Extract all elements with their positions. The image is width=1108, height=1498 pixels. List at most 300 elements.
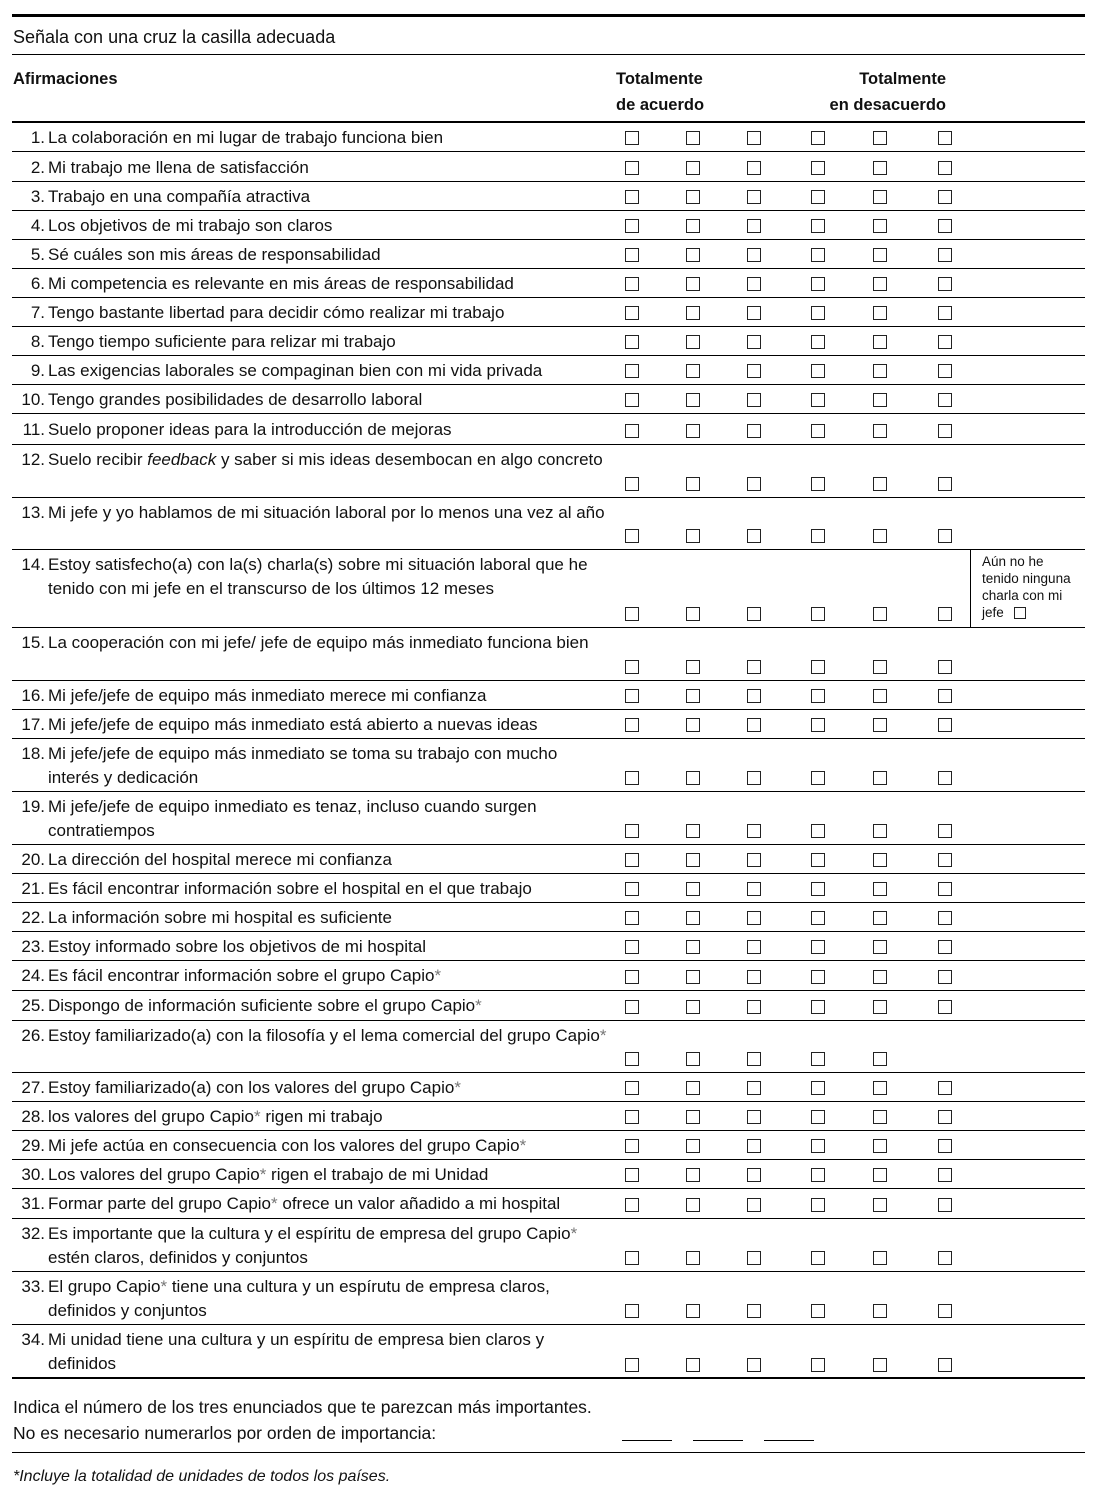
rating-checkbox-4[interactable]: [811, 1304, 825, 1318]
item-statement: [48, 1192, 608, 1216]
statement-text: La información sobre mi hospital es suficiente: [48, 908, 392, 927]
rating-checkbox-6[interactable]: [938, 335, 952, 349]
rating-checkbox-2[interactable]: [686, 940, 700, 954]
rating-checkbox-3[interactable]: [747, 1052, 761, 1066]
table-row: [12, 385, 1085, 414]
statements-header: Afirmaciones: [13, 70, 118, 88]
rating-checkbox-6[interactable]: [938, 131, 952, 145]
table-row: [12, 681, 1085, 710]
rating-checkbox-4[interactable]: [811, 364, 825, 378]
rating-checkbox-6[interactable]: [938, 393, 952, 407]
rating-checkbox-5[interactable]: [873, 477, 887, 491]
item-number: 11.: [22, 420, 45, 439]
rating-checkbox-5[interactable]: [873, 1110, 887, 1124]
statement-text: Estoy familiarizado(a) con la filosofía y el lema comercial del grupo Capio: [48, 1026, 600, 1045]
rating-checkbox-3[interactable]: [747, 882, 761, 896]
rating-checkbox-2[interactable]: [686, 607, 700, 621]
item-statement: [48, 501, 608, 525]
item-statement: [48, 795, 608, 843]
rating-checkbox-3[interactable]: [747, 219, 761, 233]
statement-text: Mi unidad tiene una cultura y un espíritu de empresa bien claros y definidos: [48, 1330, 545, 1373]
rating-checkbox-1[interactable]: [625, 477, 639, 491]
rating-checkbox-6[interactable]: [938, 1110, 952, 1124]
rating-checkbox-6[interactable]: [938, 1168, 952, 1182]
rating-checkbox-5[interactable]: [873, 219, 887, 233]
rating-checkbox-6[interactable]: [938, 882, 952, 896]
statement-text: Dispongo de información suficiente sobre el grupo Capio: [48, 996, 476, 1015]
rating-checkbox-2[interactable]: [686, 1304, 700, 1318]
rating-checkbox-3[interactable]: [747, 1168, 761, 1182]
statement-text-italic: feedback: [147, 450, 217, 469]
item-statement: [48, 126, 608, 150]
rating-checkbox-1[interactable]: [625, 970, 639, 984]
statement-text: Es fácil encontrar información sobre el hospital en el que trabajo: [48, 879, 532, 898]
item-number: 14.: [21, 555, 45, 574]
rating-checkbox-4[interactable]: [811, 1110, 825, 1124]
table-row: [12, 269, 1085, 298]
rating-checkbox-4[interactable]: [811, 660, 825, 674]
rating-checkbox-5[interactable]: [873, 771, 887, 785]
rating-checkbox-3[interactable]: [747, 477, 761, 491]
rating-checkbox-2[interactable]: [686, 1052, 700, 1066]
rating-checkbox-3[interactable]: [747, 1358, 761, 1372]
rating-checkbox-4[interactable]: [811, 1081, 825, 1095]
rating-checkbox-4[interactable]: [811, 219, 825, 233]
rating-checkbox-5[interactable]: [873, 911, 887, 925]
rating-checkbox-5[interactable]: [873, 882, 887, 896]
item-statement: [48, 964, 608, 988]
table-row: [12, 1102, 1085, 1131]
rating-checkbox-6[interactable]: [938, 161, 952, 175]
rating-checkbox-4[interactable]: [811, 306, 825, 320]
rating-checkbox-3[interactable]: [747, 248, 761, 262]
rating-checkbox-4[interactable]: [811, 335, 825, 349]
item-statement: [48, 1163, 608, 1187]
rating-checkbox-2[interactable]: [686, 882, 700, 896]
rating-checkbox-4[interactable]: [811, 911, 825, 925]
rating-checkbox-2[interactable]: [686, 1168, 700, 1182]
header-rule: [12, 54, 1085, 55]
rating-checkbox-1[interactable]: [625, 1304, 639, 1318]
item-statement: [48, 1105, 608, 1129]
item-statement: [48, 713, 608, 737]
rating-checkbox-5[interactable]: [873, 306, 887, 320]
item-statement: [48, 1275, 608, 1323]
rating-checkbox-5[interactable]: [873, 1081, 887, 1095]
rating-checkbox-4[interactable]: [811, 1358, 825, 1372]
rating-checkbox-5[interactable]: [873, 424, 887, 438]
rating-checkbox-6[interactable]: [938, 1198, 952, 1212]
rating-checkbox-6[interactable]: [938, 1000, 952, 1014]
rating-checkbox-6[interactable]: [938, 306, 952, 320]
rating-checkbox-2[interactable]: [686, 364, 700, 378]
rating-checkbox-5[interactable]: [873, 660, 887, 674]
rating-checkbox-5[interactable]: [873, 940, 887, 954]
rating-checkbox-4[interactable]: [811, 529, 825, 543]
rating-checkbox-5[interactable]: [873, 1139, 887, 1153]
rating-checkbox-1[interactable]: [625, 882, 639, 896]
rating-checkbox-5[interactable]: [873, 970, 887, 984]
item-statement: [48, 1134, 608, 1158]
rating-checkbox-2[interactable]: [686, 393, 700, 407]
rating-checkbox-1[interactable]: [625, 1110, 639, 1124]
rating-checkbox-6[interactable]: [938, 940, 952, 954]
item-number: 13.: [21, 503, 45, 522]
rating-checkbox-6[interactable]: [938, 607, 952, 621]
statement-text: Tengo grandes posibilidades de desarrollo laboral: [48, 390, 423, 409]
item-number: 5.: [30, 245, 45, 264]
rating-checkbox-2[interactable]: [686, 853, 700, 867]
rating-checkbox-5[interactable]: [873, 1304, 887, 1318]
item-statement: [48, 214, 608, 238]
rating-checkbox-6[interactable]: [938, 1081, 952, 1095]
rating-checkbox-3[interactable]: [747, 1000, 761, 1014]
rating-checkbox-2[interactable]: [686, 219, 700, 233]
rating-checkbox-5[interactable]: [873, 364, 887, 378]
rating-checkbox-1[interactable]: [625, 364, 639, 378]
answer-blank-3[interactable]: [764, 1440, 814, 1441]
table-row: [12, 1219, 1085, 1272]
rating-checkbox-6[interactable]: [938, 1304, 952, 1318]
statement-text: Mi jefe/jefe de equipo más inmediato merece mi confianza: [48, 686, 487, 705]
rating-checkbox-2[interactable]: [686, 424, 700, 438]
rating-checkbox-3[interactable]: [747, 277, 761, 291]
rating-checkbox-1[interactable]: [625, 1052, 639, 1066]
item-number: 20.: [21, 850, 45, 869]
rating-checkbox-6[interactable]: [938, 771, 952, 785]
statement-text: Los objetivos de mi trabajo son claros: [48, 216, 333, 235]
rating-checkbox-1[interactable]: [625, 219, 639, 233]
rating-checkbox-6[interactable]: [938, 424, 952, 438]
rating-checkbox-1[interactable]: [625, 335, 639, 349]
statement-text: Estoy informado sobre los objetivos de mi hospital: [48, 937, 426, 956]
rating-checkbox-5[interactable]: [873, 1251, 887, 1265]
item-number: 10.: [21, 390, 45, 409]
table-row: [12, 628, 1085, 681]
rating-checkbox-4[interactable]: [811, 718, 825, 732]
rating-checkbox-1[interactable]: [625, 1251, 639, 1265]
item-number: 6.: [30, 274, 45, 293]
rating-checkbox-5[interactable]: [873, 1000, 887, 1014]
rating-checkbox-4[interactable]: [811, 1139, 825, 1153]
rating-checkbox-3[interactable]: [747, 853, 761, 867]
table-row: [12, 356, 1085, 385]
rating-checkbox-3[interactable]: [747, 1139, 761, 1153]
rating-checkbox-4[interactable]: [811, 131, 825, 145]
item-statement: [48, 848, 608, 872]
rating-checkbox-3[interactable]: [747, 131, 761, 145]
rating-checkbox-3[interactable]: [747, 1198, 761, 1212]
rating-checkbox-3[interactable]: [747, 970, 761, 984]
rating-checkbox-3[interactable]: [747, 660, 761, 674]
statement-text-after: estén claros, definidos y conjuntos: [48, 1248, 308, 1267]
rating-checkbox-2[interactable]: [686, 771, 700, 785]
rating-checkbox-2[interactable]: [686, 911, 700, 925]
rating-checkbox-2[interactable]: [686, 1198, 700, 1212]
rating-checkbox-5[interactable]: [873, 718, 887, 732]
rating-checkbox-5[interactable]: [873, 607, 887, 621]
rating-checkbox-3[interactable]: [747, 940, 761, 954]
rating-checkbox-3[interactable]: [747, 161, 761, 175]
answer-blank-1[interactable]: [622, 1440, 672, 1441]
item-number: 30.: [21, 1165, 45, 1184]
rating-checkbox-2[interactable]: [686, 477, 700, 491]
statement-text-before: Los valores del grupo Capio: [48, 1165, 260, 1184]
rating-checkbox-5[interactable]: [873, 824, 887, 838]
rating-checkbox-4[interactable]: [811, 477, 825, 491]
rating-checkbox-4[interactable]: [811, 607, 825, 621]
rating-checkbox-5[interactable]: [873, 161, 887, 175]
item-statement: [48, 877, 608, 901]
item-statement: [48, 906, 608, 930]
rating-checkbox-1[interactable]: [625, 131, 639, 145]
item-statement: [48, 448, 608, 472]
rating-checkbox-1[interactable]: [625, 1358, 639, 1372]
table-row: [12, 991, 1085, 1021]
rating-checkbox-3[interactable]: [747, 393, 761, 407]
rating-checkbox-4[interactable]: [811, 1168, 825, 1182]
rating-checkbox-3[interactable]: [747, 911, 761, 925]
statement-text: Trabajo en una compañía atractiva: [48, 187, 311, 206]
rating-checkbox-6[interactable]: [938, 911, 952, 925]
rating-checkbox-4[interactable]: [811, 424, 825, 438]
table-row: [12, 211, 1085, 240]
rating-checkbox-4[interactable]: [811, 1052, 825, 1066]
rating-checkbox-3[interactable]: [747, 1251, 761, 1265]
rating-checkbox-3[interactable]: [747, 1081, 761, 1095]
rating-checkbox-1[interactable]: [625, 660, 639, 674]
statement-text-after: rigen el trabajo de mi Unidad: [266, 1165, 489, 1184]
rating-checkbox-2[interactable]: [686, 660, 700, 674]
statement-text: Mi jefe/jefe de equipo más inmediato se toma su trabajo con mucho interés y dedicación: [48, 744, 558, 787]
rating-checkbox-4[interactable]: [811, 940, 825, 954]
rating-checkbox-4[interactable]: [811, 824, 825, 838]
rating-checkbox-4[interactable]: [811, 190, 825, 204]
item-statement: [48, 359, 608, 383]
rating-checkbox-1[interactable]: [625, 689, 639, 703]
rating-checkbox-1[interactable]: [625, 529, 639, 543]
rating-checkbox-3[interactable]: [747, 335, 761, 349]
rating-checkbox-1[interactable]: [625, 771, 639, 785]
item-statement: [48, 418, 608, 442]
item-statement: [48, 742, 608, 790]
item-statement: [48, 631, 608, 655]
rating-checkbox-4[interactable]: [811, 161, 825, 175]
rating-checkbox-1[interactable]: [625, 1139, 639, 1153]
table-row: [12, 961, 1085, 991]
statement-text: La dirección del hospital merece mi confianza: [48, 850, 392, 869]
rating-checkbox-1[interactable]: [625, 393, 639, 407]
rating-checkbox-4[interactable]: [811, 248, 825, 262]
rating-checkbox-4[interactable]: [811, 1198, 825, 1212]
rating-checkbox-6[interactable]: [938, 689, 952, 703]
rating-checkbox-6[interactable]: [938, 364, 952, 378]
rating-checkbox-3[interactable]: [747, 689, 761, 703]
rating-checkbox-6[interactable]: [938, 853, 952, 867]
rating-checkbox-4[interactable]: [811, 393, 825, 407]
item-number: 22.: [21, 908, 45, 927]
rating-checkbox-2[interactable]: [686, 190, 700, 204]
rating-checkbox-4[interactable]: [811, 970, 825, 984]
rating-checkbox-2[interactable]: [686, 529, 700, 543]
rating-checkbox-5[interactable]: [873, 853, 887, 867]
rating-checkbox-1[interactable]: [625, 161, 639, 175]
rating-checkbox-2[interactable]: [686, 824, 700, 838]
rating-checkbox-6[interactable]: [938, 1251, 952, 1265]
table-row: [12, 845, 1085, 874]
item-number: 7.: [30, 303, 45, 322]
table-row: [12, 903, 1085, 932]
rating-checkbox-6[interactable]: [938, 718, 952, 732]
rating-checkbox-2[interactable]: [686, 689, 700, 703]
statement-text-after: tiene una cultura y un espírutu de empresa claros, definidos y conjuntos: [48, 1277, 550, 1320]
rating-checkbox-2[interactable]: [686, 335, 700, 349]
scale-right-label: [824, 66, 946, 118]
item-number: 12.: [21, 450, 45, 469]
rating-checkbox-2[interactable]: [686, 1251, 700, 1265]
rating-checkbox-6[interactable]: [938, 1139, 952, 1153]
rating-checkbox-3[interactable]: [747, 1304, 761, 1318]
rating-checkbox-6[interactable]: [938, 248, 952, 262]
rating-checkbox-6[interactable]: [938, 477, 952, 491]
table-row: [12, 1131, 1085, 1160]
rating-checkbox-5[interactable]: [873, 335, 887, 349]
asterisk-mark: *: [160, 1277, 168, 1296]
rating-checkbox-1[interactable]: [625, 824, 639, 838]
item-number: 28.: [21, 1107, 45, 1126]
rating-checkbox-4[interactable]: [811, 771, 825, 785]
rating-checkbox-1[interactable]: [625, 911, 639, 925]
rating-checkbox-3[interactable]: [747, 824, 761, 838]
rating-checkbox-6[interactable]: [938, 190, 952, 204]
rating-checkbox-5[interactable]: [873, 393, 887, 407]
rating-checkbox-2[interactable]: [686, 1358, 700, 1372]
rating-checkbox-6[interactable]: [938, 277, 952, 291]
rating-checkbox-3[interactable]: [747, 424, 761, 438]
rating-checkbox-1[interactable]: [625, 190, 639, 204]
scale-left-line2: de acuerdo: [616, 96, 705, 114]
rating-checkbox-1[interactable]: [625, 1000, 639, 1014]
item-statement: [48, 388, 608, 412]
rating-checkbox-6[interactable]: [938, 1358, 952, 1372]
answer-blank-2[interactable]: [693, 1440, 743, 1441]
table-row: [12, 415, 1085, 445]
rating-checkbox-6[interactable]: [938, 529, 952, 543]
rating-checkbox-2[interactable]: [686, 248, 700, 262]
top-rule: [12, 14, 1085, 17]
item-statement: [48, 156, 608, 180]
rating-checkbox-6[interactable]: [938, 660, 952, 674]
rating-checkbox-3[interactable]: [747, 190, 761, 204]
rating-checkbox-1[interactable]: [625, 248, 639, 262]
rating-checkbox-1[interactable]: [625, 718, 639, 732]
asterisk-mark: *: [599, 1026, 607, 1045]
rating-checkbox-2[interactable]: [686, 718, 700, 732]
rating-checkbox-2[interactable]: [686, 1000, 700, 1014]
rating-checkbox-3[interactable]: [747, 529, 761, 543]
asterisk-mark: *: [271, 1194, 278, 1213]
rating-checkbox-5[interactable]: [873, 529, 887, 543]
rating-checkbox-6[interactable]: [938, 219, 952, 233]
asterisk-mark: *: [475, 996, 482, 1015]
rating-checkbox-5[interactable]: [873, 1168, 887, 1182]
rating-checkbox-4[interactable]: [811, 882, 825, 896]
rating-checkbox-1[interactable]: [625, 306, 639, 320]
rating-checkbox-2[interactable]: [686, 306, 700, 320]
item-number: 27.: [21, 1078, 45, 1097]
rating-checkbox-6[interactable]: [938, 824, 952, 838]
asterisk-mark: *: [259, 1165, 267, 1184]
rating-checkbox-2[interactable]: [686, 1081, 700, 1095]
table-row: [12, 792, 1085, 845]
rating-checkbox-3[interactable]: [747, 364, 761, 378]
rating-checkbox-1[interactable]: [625, 1081, 639, 1095]
rating-checkbox-1[interactable]: [625, 1168, 639, 1182]
rating-checkbox-4[interactable]: [811, 853, 825, 867]
rating-checkbox-4[interactable]: [811, 1000, 825, 1014]
rating-checkbox-4[interactable]: [811, 689, 825, 703]
rating-checkbox-3[interactable]: [747, 718, 761, 732]
rating-checkbox-3[interactable]: [747, 306, 761, 320]
statement-text: Tengo bastante libertad para decidir cómo realizar mi trabajo: [48, 303, 505, 322]
scale-right-line2: en desacuerdo: [829, 96, 946, 114]
rating-checkbox-5[interactable]: [873, 1052, 887, 1066]
statement-text: Sé cuáles son mis áreas de responsabilidad: [48, 245, 381, 264]
rating-checkbox-6[interactable]: [938, 970, 952, 984]
rating-checkbox-5[interactable]: [873, 190, 887, 204]
rating-checkbox-1[interactable]: [625, 853, 639, 867]
table-row: [12, 1021, 1085, 1073]
rating-checkbox-1[interactable]: [625, 1198, 639, 1212]
rating-checkbox-4[interactable]: [811, 277, 825, 291]
item-number: 33.: [21, 1277, 45, 1296]
statement-text: Suelo proponer ideas para la introducción de mejoras: [48, 420, 452, 439]
rating-checkbox-3[interactable]: [747, 1110, 761, 1124]
item-number: 18.: [21, 744, 45, 763]
item-number: 23.: [21, 937, 45, 956]
rating-checkbox-5[interactable]: [873, 131, 887, 145]
rating-checkbox-1[interactable]: [625, 424, 639, 438]
scale-right-line1: Totalmente: [859, 70, 946, 88]
rating-checkbox-1[interactable]: [625, 940, 639, 954]
rating-checkbox-2[interactable]: [686, 1110, 700, 1124]
rating-checkbox-1[interactable]: [625, 607, 639, 621]
table-row: [12, 240, 1085, 269]
rating-checkbox-3[interactable]: [747, 771, 761, 785]
asterisk-mark: *: [254, 1107, 261, 1126]
rating-checkbox-5[interactable]: [873, 277, 887, 291]
footer-line1: Indica el número de los tres enunciados que te parezcan más importantes.: [13, 1397, 592, 1417]
rating-checkbox-2[interactable]: [686, 277, 700, 291]
rating-checkbox-3[interactable]: [747, 607, 761, 621]
item-number: 25.: [21, 996, 45, 1015]
rating-checkbox-5[interactable]: [873, 689, 887, 703]
rating-checkbox-4[interactable]: [811, 1251, 825, 1265]
no-talk-checkbox[interactable]: [1014, 607, 1026, 619]
rating-checkbox-2[interactable]: [686, 131, 700, 145]
table-row: [12, 1272, 1085, 1325]
rating-checkbox-1[interactable]: [625, 277, 639, 291]
rating-checkbox-2[interactable]: [686, 161, 700, 175]
rating-checkbox-5[interactable]: [873, 1198, 887, 1212]
rating-checkbox-5[interactable]: [873, 248, 887, 262]
rating-checkbox-5[interactable]: [873, 1358, 887, 1372]
item-number: 15.: [21, 633, 45, 652]
item-number: 17.: [21, 715, 45, 734]
rating-checkbox-2[interactable]: [686, 1139, 700, 1153]
asterisk-mark: *: [519, 1136, 527, 1155]
rating-checkbox-2[interactable]: [686, 970, 700, 984]
